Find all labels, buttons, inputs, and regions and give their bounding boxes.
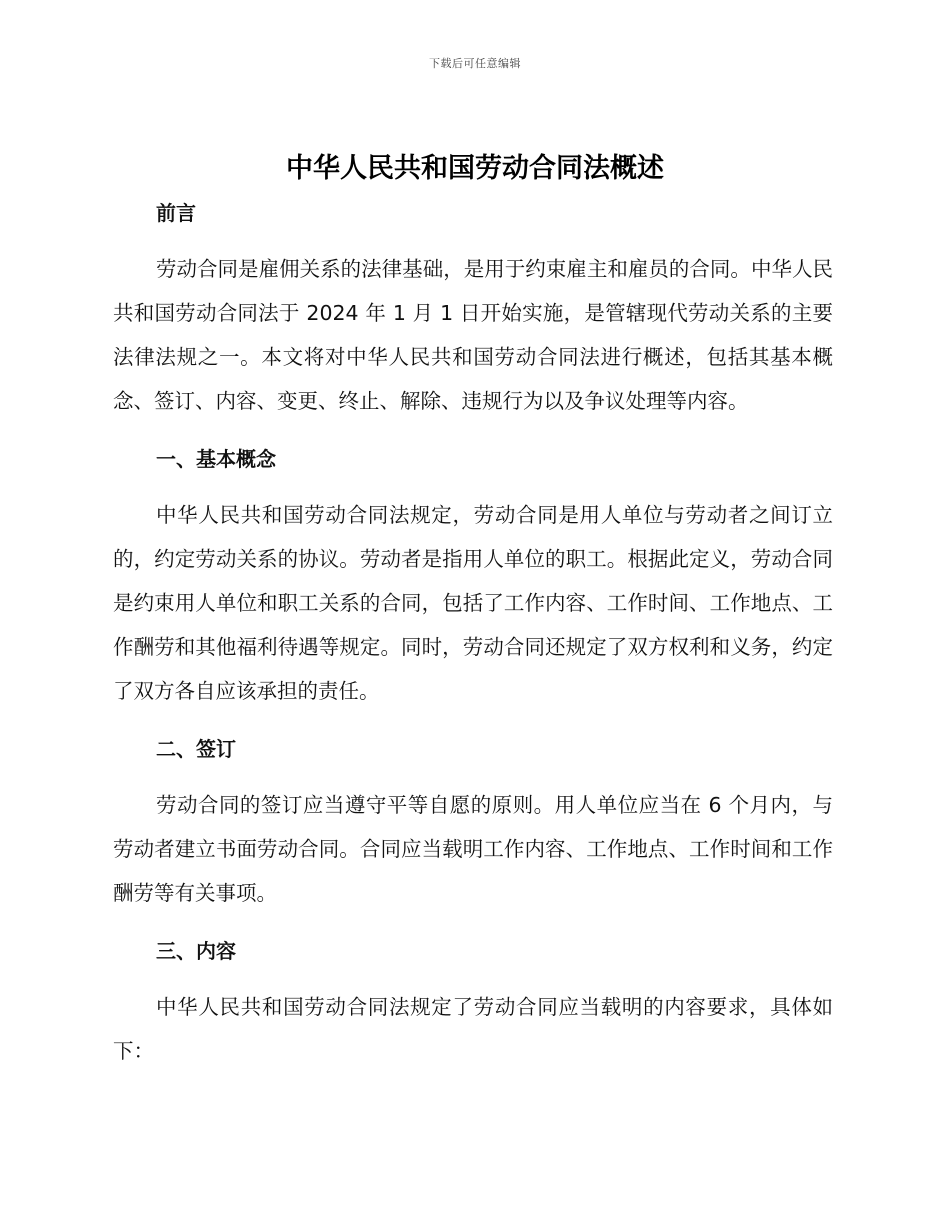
- section-basic-concepts: [113, 441, 833, 731]
- section-contents: [113, 933, 833, 1073]
- document-body: [113, 195, 833, 1073]
- section-paragraph-preface: 劳动合同是雇佣关系的法律基础，是用于约束雇主和雇员的合同。中华人民共和国劳动合同法于 2024 年 1 月 1 日开始实施，是管辖现代劳动关系的主要法律法规之一。本文将对中华人民共和国劳动合同法进行概述，包括其基本概念、签订、内容、变更、终止、解除、违规行为以及争议处理等内容。: [113, 257, 833, 413]
- section-paragraph-basic-concepts: 中华人民共和国劳动合同法规定，劳动合同是用人单位与劳动者之间订立的，约定劳动关系的协议。劳动者是指用人单位的职工。根据此定义，劳动合同是约束用人单位和职工关系的合同，包括了工作内容、工作时间、工作地点、工作酬劳和其他福利待遇等规定。同时，劳动合同还规定了双方权利和义务，约定了双方各自应该承担的责任。: [113, 503, 833, 703]
- section-heading-basic-concepts: 一、基本概念: [156, 447, 276, 471]
- section-paragraph-contents: 中华人民共和国劳动合同法规定了劳动合同应当载明的内容要求，具体如下：: [113, 995, 833, 1063]
- section-paragraph-signing: 劳动合同的签订应当遵守平等自愿的原则。用人单位应当在 6 个月内，与劳动者建立书面劳动合同。合同应当载明工作内容、工作地点、工作时间和工作酬劳等有关事项。: [113, 793, 833, 905]
- section-heading-contents: 三、内容: [156, 939, 236, 963]
- section-heading-preface: 前言: [156, 201, 196, 225]
- header-note: 下载后可任意编辑: [429, 57, 521, 70]
- section-signing: [113, 731, 833, 933]
- section-heading-signing: 二、签订: [156, 737, 236, 761]
- document-title: 中华人民共和国劳动合同法概述: [286, 153, 664, 184]
- section-preface: [113, 195, 833, 441]
